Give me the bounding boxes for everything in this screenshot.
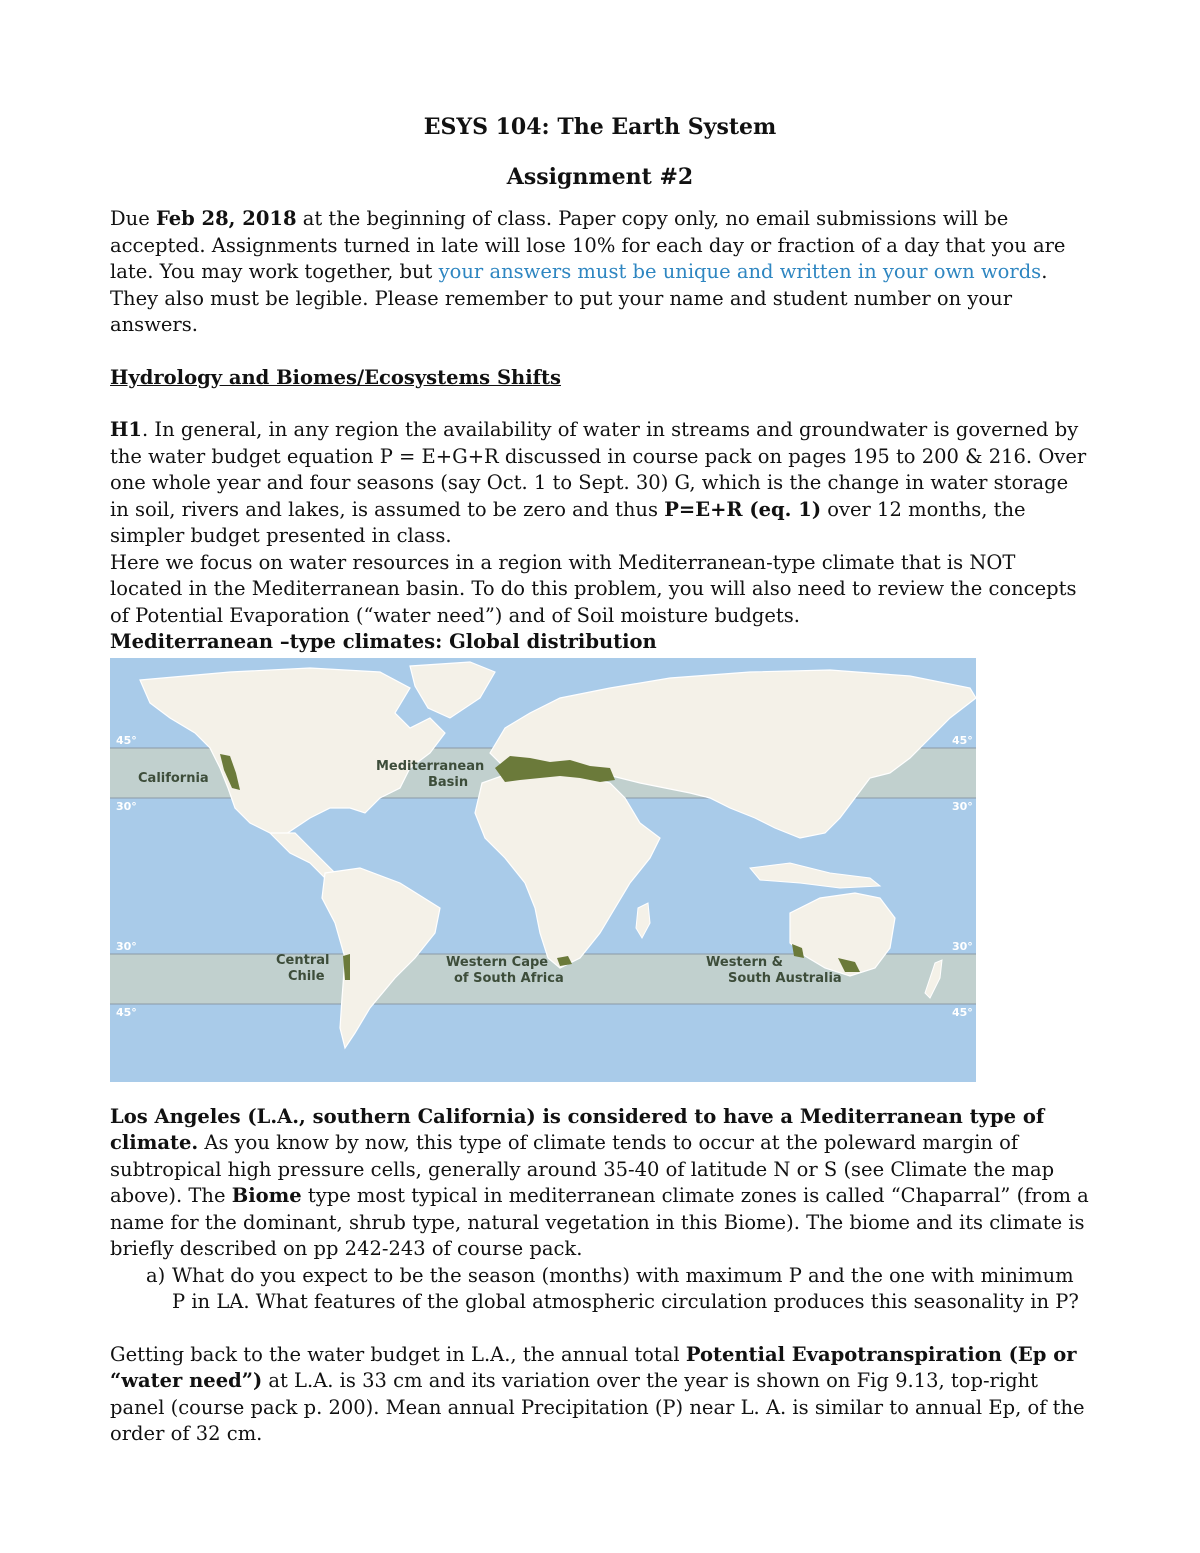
world-map — [110, 658, 976, 1082]
document-page — [110, 112, 1090, 1448]
label-cape-2: of South Africa — [454, 970, 564, 986]
label-mediterranean-1: Mediterranean — [376, 758, 485, 774]
course-title: ESYS 104: The Earth System — [423, 114, 777, 140]
ep-bold: Potential Evapotranspiration (Ep or “water need”) — [110, 1342, 1077, 1392]
label-australia-1: Western & — [706, 954, 783, 970]
lat-45s-right: 45° — [952, 1005, 973, 1019]
label-chile-2: Chile — [288, 968, 325, 984]
map-caption: Mediterranean –type climates: Global distribution — [110, 630, 657, 653]
lat-45n-right: 45° — [952, 733, 973, 747]
question-a-text: What do you expect to be the season (months) with maximum P and the one with minimum P in LA. What features of the global atmospheric circulation produces this seasonality in P? — [172, 1263, 1079, 1313]
question-a — [110, 1263, 1090, 1316]
la-biome: Biome — [231, 1184, 302, 1207]
la-text-1: As you know by now, this type of climate tends to occur at the poleward margin of subtropical high pressure cells, generally around 35-40 of latitude N or S (see Climate the map above). The — [110, 1131, 1055, 1207]
h1-paragraph-2: Here we focus on water resources in a region with Mediterranean-type climate that is NOT located in the Mediterranean basin. To do this problem, you will also need to review the concepts of Potential Evaporation (“water need”) and of Soil moisture budgets. — [110, 550, 1077, 627]
h1-label: H1 — [110, 418, 142, 441]
intro-text-2: at the beginning of class. Paper copy only, no email submissions will be accepted. Assignments turned in late will lose 10% for each day or fraction of a day that you are late. You may work together, but — [110, 207, 1066, 283]
lat-30s-right: 30° — [952, 939, 973, 953]
section-heading: Hydrology and Biomes/Ecosystems Shifts — [110, 365, 561, 389]
lat-45n-left: 45° — [116, 733, 137, 747]
intro-paragraph — [110, 206, 1090, 339]
label-mediterranean-2: Basin — [428, 774, 469, 790]
assignment-title: Assignment #2 — [506, 164, 694, 190]
la-text-2: type most typical in mediterranean climate zones is called “Chaparral” (from a name for the dominant, shrub type, natural vegetation in this Biome). The biome and its climate is briefly described on pp 242-243 of course pack. — [110, 1184, 1089, 1260]
ep-paragraph — [110, 1342, 1090, 1448]
h1-paragraph — [110, 417, 1090, 550]
label-cape-1: Western Cape — [446, 954, 549, 970]
lat-30s-left: 30° — [116, 939, 137, 953]
h1-text-2: over 12 months, the simpler budget presented in class. — [110, 497, 1026, 547]
lat-30n-left: 30° — [116, 799, 137, 813]
h1-text-1: . In general, in any region the availability of water in streams and groundwater is governed by the water budget equation P = E+G+R discussed in course pack on pages 195 to 200 & 216. Over one whole year and four seasons (say Oct. 1 to Sept. 30) G, which is the change in water storage in soil, rivers and lakes, is assumed to be zero and thus — [110, 418, 1087, 521]
label-chile-1: Central — [276, 952, 330, 968]
intro-text-1: Due — [110, 207, 156, 230]
question-a-marker: a) — [146, 1263, 166, 1287]
lat-45s-left: 45° — [116, 1005, 137, 1019]
ep-text-2: at L.A. is 33 cm and its variation over the year is shown on Fig 9.13, top-right panel (course pack p. 200). Mean annual Precipitation (P) near L. A. is similar to annual Ep, of the order of 32 cm. — [110, 1369, 1085, 1445]
lat-30n-right: 30° — [952, 799, 973, 813]
label-california: California — [138, 770, 209, 786]
intro-text-3: . They also must be legible. Please remember to put your name and student number on your answers. — [110, 260, 1048, 336]
la-bold-intro: Los Angeles (L.A., southern California) is considered to have a Mediterranean type of climate. — [110, 1104, 1045, 1154]
ep-text-1: Getting back to the water budget in L.A., the annual total — [110, 1342, 686, 1366]
la-paragraph — [110, 1104, 1090, 1263]
label-australia-2: South Australia — [728, 970, 842, 986]
due-date: Feb 28, 2018 — [155, 207, 297, 230]
h1-equation: P=E+R (eq. 1) — [664, 497, 822, 521]
intro-highlight: your answers must be unique and written in your own words — [438, 260, 1042, 283]
